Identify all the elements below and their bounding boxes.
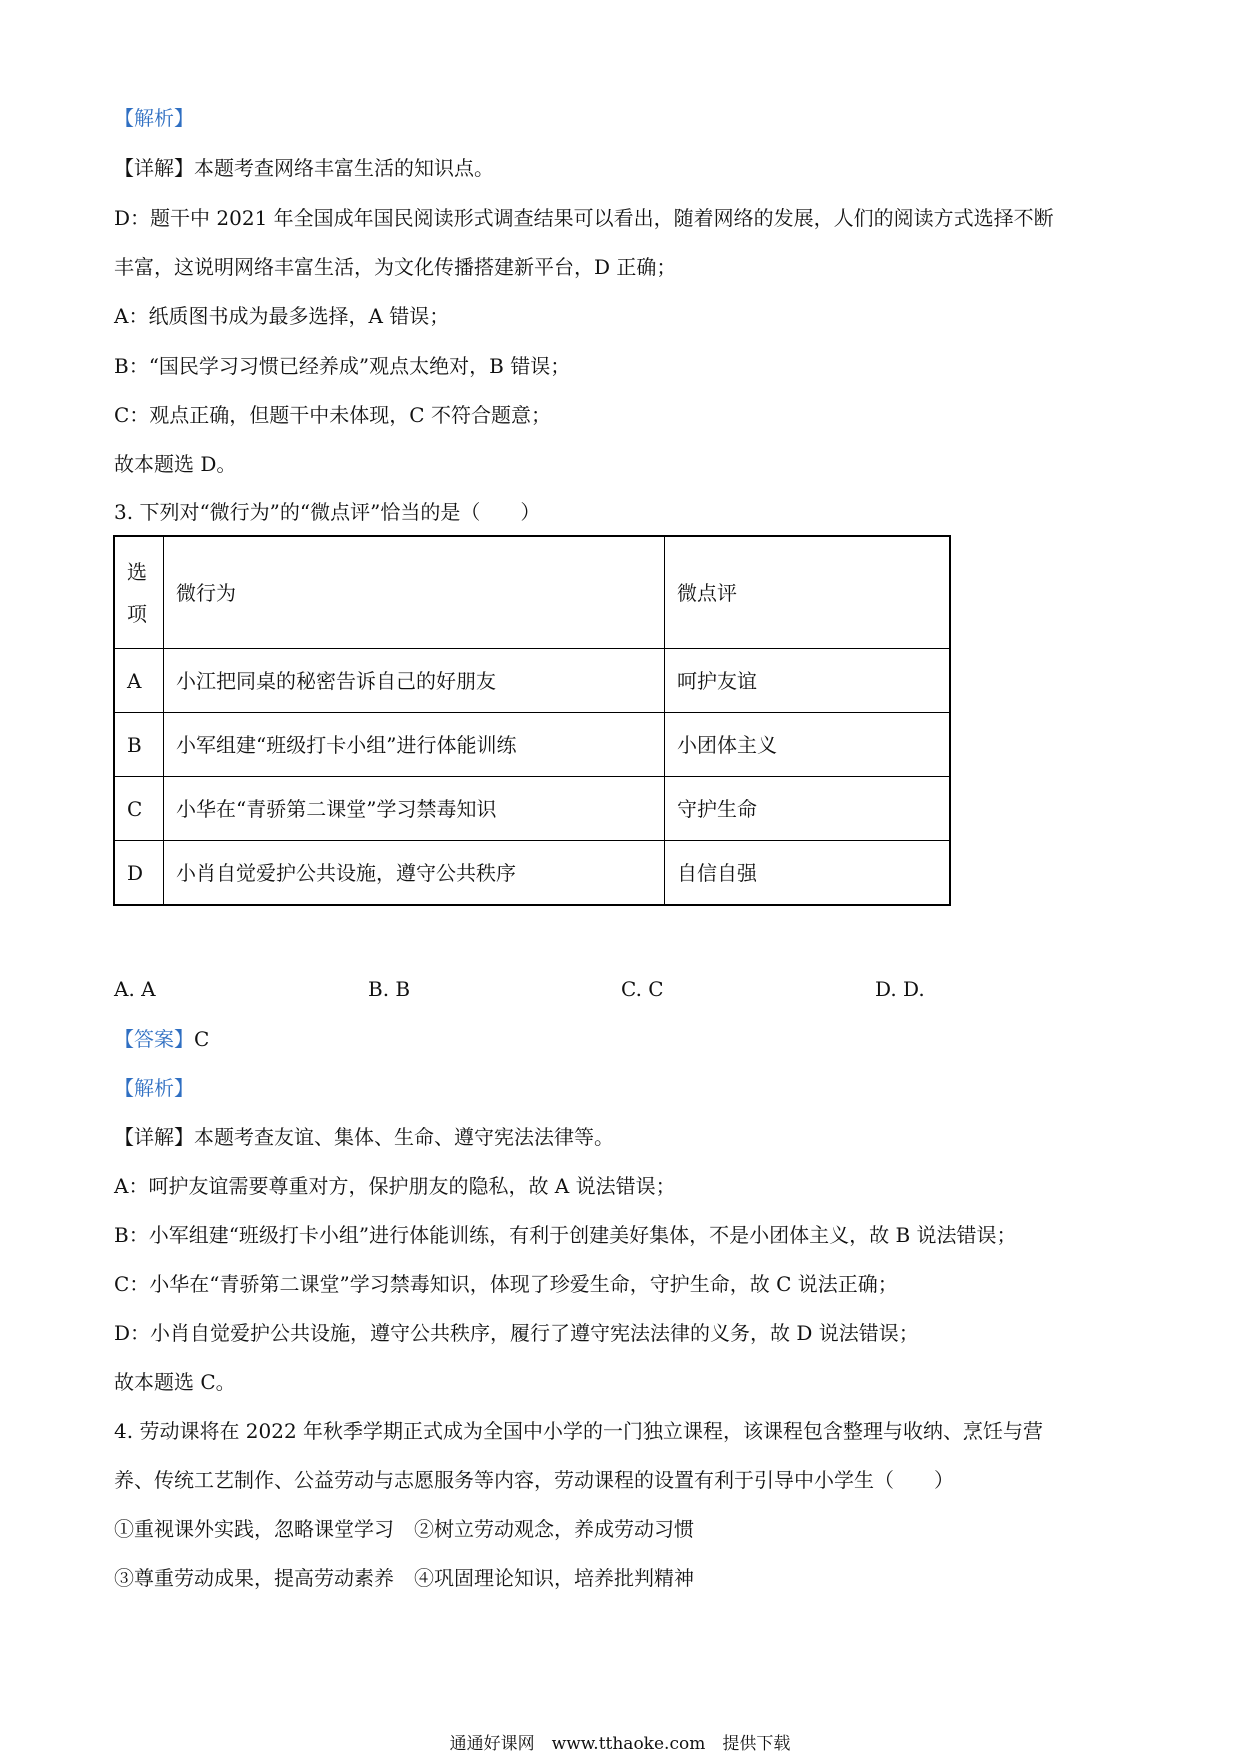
option-a: A. A bbox=[114, 977, 156, 1001]
detail-text: 本题考查友谊、集体、生命、遵守宪法法律等。 bbox=[194, 1125, 614, 1149]
analysis-line: A：呵护友谊需要尊重对方，保护朋友的隐私，故 A 说法错误； bbox=[114, 1174, 676, 1198]
analysis-line: A：纸质图书成为最多选择，A 错误； bbox=[114, 304, 450, 328]
header-option bbox=[114, 536, 164, 649]
conclusion-line: 故本题选 C。 bbox=[114, 1370, 236, 1394]
question-4-choices: ①重视课外实践，忽略课堂学习 ②树立劳动观念，养成劳动习惯 bbox=[114, 1517, 694, 1541]
question-3-stem: 3. 下列对“微行为”的“微点评”恰当的是（ ） bbox=[114, 500, 541, 524]
answer-tag: 【答案】 bbox=[114, 1027, 194, 1051]
answer-value: C bbox=[194, 1027, 210, 1051]
question-3-table bbox=[113, 535, 951, 906]
row-comment: 小团体主义 bbox=[665, 713, 951, 777]
detail-line bbox=[114, 154, 494, 182]
option-b: B. B bbox=[368, 977, 411, 1001]
header-behavior: 微行为 bbox=[164, 536, 665, 649]
row-option: A bbox=[114, 649, 164, 713]
analysis-line: C：小华在“青骄第二课堂”学习禁毒知识，体现了珍爱生命，守护生命，故 C 说法正确； bbox=[114, 1272, 898, 1296]
question-4-stem: 养、传统工艺制作、公益劳动与志愿服务等内容，劳动课程的设置有利于引导中小学生（ ） bbox=[114, 1468, 954, 1492]
table-row bbox=[114, 713, 950, 777]
row-behavior: 小肖自觉爱护公共设施，遵守公共秩序 bbox=[164, 841, 665, 906]
detail-tag: 【详解】 bbox=[114, 1125, 194, 1149]
conclusion-line: 故本题选 D。 bbox=[114, 452, 237, 476]
answer-line bbox=[114, 1025, 209, 1053]
row-comment: 自信自强 bbox=[665, 841, 951, 906]
analysis-line: C：观点正确，但题干中未体现，C 不符合题意； bbox=[114, 403, 551, 427]
row-option: B bbox=[114, 713, 164, 777]
row-behavior: 小江把同桌的秘密告诉自己的好朋友 bbox=[164, 649, 665, 713]
row-comment: 守护生命 bbox=[665, 777, 951, 841]
analysis-line: B：小军组建“班级打卡小组”进行体能训练，有利于创建美好集体，不是小团体主义，故 B 说法错误； bbox=[114, 1223, 1017, 1247]
table-row bbox=[114, 841, 950, 906]
row-behavior: 小华在“青骄第二课堂”学习禁毒知识 bbox=[164, 777, 665, 841]
table-header-row bbox=[114, 536, 950, 649]
row-comment: 呵护友谊 bbox=[665, 649, 951, 713]
analysis-line: 丰富，这说明网络丰富生活，为文化传播搭建新平台，D 正确； bbox=[114, 255, 677, 279]
row-option: C bbox=[114, 777, 164, 841]
option-d: D. D. bbox=[875, 977, 925, 1001]
analysis-tag: 【解析】 bbox=[114, 106, 194, 130]
analysis-line: D：题干中 2021 年全国成年国民阅读形式调查结果可以看出，随着网络的发展，人们的阅读方式选择不断 bbox=[114, 206, 1054, 230]
row-behavior: 小军组建“班级打卡小组”进行体能训练 bbox=[164, 713, 665, 777]
page-footer: 通通好课网 www.tthaoke.com 提供下载 bbox=[449, 1734, 791, 1754]
analysis-line: D：小肖自觉爱护公共设施，遵守公共秩序，履行了遵守宪法法律的义务，故 D 说法错误； bbox=[114, 1321, 919, 1345]
detail-text: 本题考查网络丰富生活的知识点。 bbox=[194, 156, 494, 180]
table-row bbox=[114, 649, 950, 713]
header-option-char-1: 选 bbox=[127, 559, 147, 584]
analysis-tag: 【解析】 bbox=[114, 1076, 194, 1100]
option-c: C. C bbox=[621, 977, 664, 1001]
header-comment: 微点评 bbox=[665, 536, 951, 649]
detail-line bbox=[114, 1123, 614, 1151]
header-option-char-2: 项 bbox=[127, 601, 147, 626]
question-4-stem: 4. 劳动课将在 2022 年秋季学期正式成为全国中小学的一门独立课程，该课程包含整理与收纳、烹饪与营 bbox=[114, 1419, 1044, 1443]
table-row bbox=[114, 777, 950, 841]
question-4-choices: ③尊重劳动成果，提高劳动素养 ④巩固理论知识，培养批判精神 bbox=[114, 1566, 694, 1590]
row-option: D bbox=[114, 841, 164, 906]
detail-tag: 【详解】 bbox=[114, 156, 194, 180]
analysis-line: B：“国民学习习惯已经养成”观点太绝对，B 错误； bbox=[114, 354, 571, 378]
